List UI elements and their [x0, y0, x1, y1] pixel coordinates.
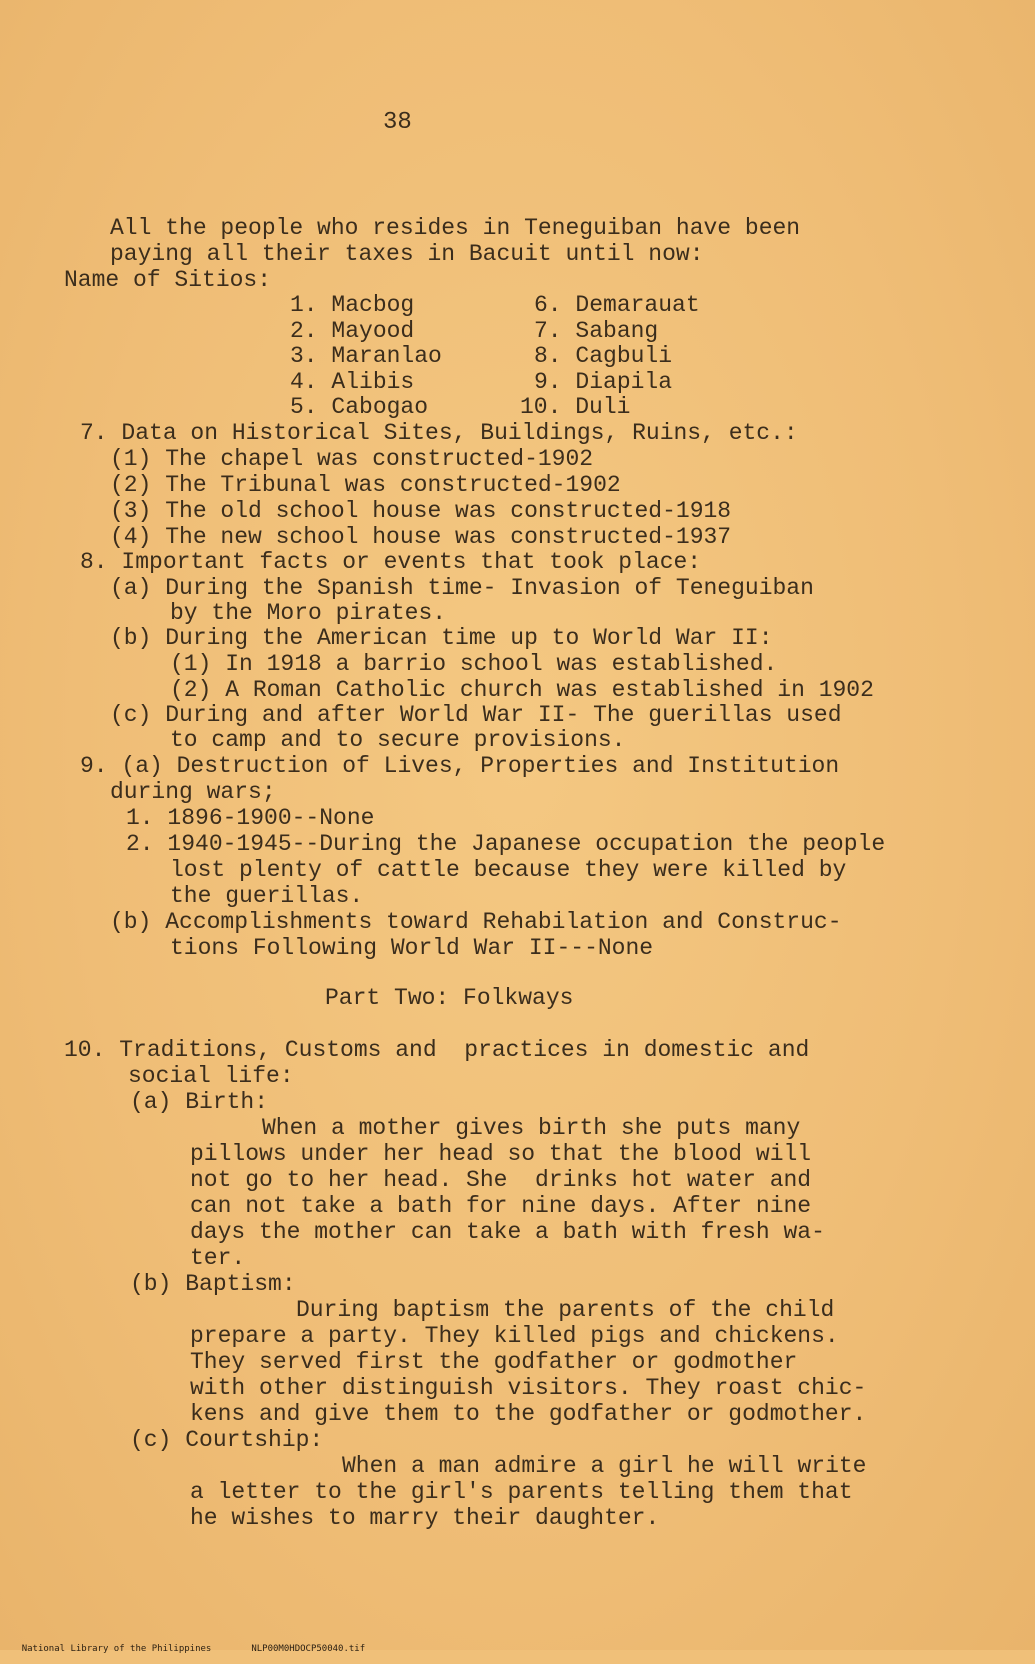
baptism-text: prepare a party. They killed pigs and chickens.	[190, 1323, 839, 1349]
courtship-text: When a man admire a girl he will write	[342, 1453, 867, 1479]
sitio-item: 9. Diapila	[534, 369, 673, 395]
historical-item: (3) The old school house was constructed-1918	[110, 498, 732, 524]
baptism-text: They served first the godfather or godmother	[190, 1349, 798, 1375]
accomplishments-item: (b) Accomplishments toward Rehabilation and Construc-	[110, 909, 842, 935]
sitio-item: 7. Sabang	[534, 318, 659, 344]
birth-text: can not take a bath for nine days. After nine	[190, 1193, 812, 1219]
section-9-heading: 9. (a) Destruction of Lives, Properties and Institution	[80, 753, 840, 779]
sitios-heading: Name of Sitios:	[64, 267, 272, 293]
section-10-heading: social life:	[128, 1063, 294, 1089]
sitio-item: 5. Cabogao	[290, 394, 429, 420]
birth-text: not go to her head. She drinks hot water and	[190, 1167, 812, 1193]
historical-item: (1) The chapel was constructed-1902	[110, 446, 594, 472]
event-item: to camp and to secure provisions.	[170, 727, 626, 753]
section-7-heading: 7. Data on Historical Sites, Buildings, Ruins, etc.:	[80, 420, 798, 446]
footer-library: National Library of the Philippines	[21, 1644, 212, 1654]
baptism-text: with other distinguish visitors. They roast chic-	[190, 1375, 867, 1401]
section-10-heading: 10. Traditions, Customs and practices in domestic and	[64, 1037, 810, 1063]
accomplishments-item: tions Following World War II---None	[170, 935, 654, 961]
scan-footer	[0, 1634, 405, 1664]
section-9-heading: during wars;	[110, 779, 276, 805]
intro-line: paying all their taxes in Bacuit until now:	[110, 241, 704, 267]
baptism-text: kens and give them to the godfather or godmother.	[190, 1401, 867, 1427]
page-number: 38	[383, 109, 412, 136]
birth-text: pillows under her head so that the blood will	[190, 1141, 812, 1167]
sitio-item: 4. Alibis	[290, 369, 415, 395]
sitio-item: 8. Cagbuli	[534, 343, 673, 369]
birth-text: When a mother gives birth she puts many	[262, 1115, 801, 1141]
courtship-text: he wishes to marry their daughter.	[190, 1505, 660, 1531]
part-two-heading: Part Two: Folkways	[325, 985, 574, 1011]
event-item: (a) During the Spanish time- Invasion of Teneguiban	[110, 575, 814, 601]
birth-label: (a) Birth:	[130, 1089, 269, 1115]
section-8-heading: 8. Important facts or events that took place:	[80, 549, 702, 575]
historical-item: (2) The Tribunal was constructed-1902	[110, 472, 621, 498]
historical-item: (4) The new school house was constructed-1937	[110, 524, 732, 550]
event-item: (b) During the American time up to World War II:	[110, 625, 773, 651]
courtship-text: a letter to the girl's parents telling them that	[190, 1479, 853, 1505]
baptism-text: During baptism the parents of the child	[296, 1297, 835, 1323]
destruction-item: 1. 1896-1900--None	[126, 805, 375, 831]
intro-line: All the people who resides in Teneguiban have been	[110, 215, 801, 241]
footer-file: NLP00M0HDOCP50040.tif	[251, 1644, 366, 1654]
destruction-item: lost plenty of cattle because they were killed by	[170, 857, 847, 883]
event-subitem: (2) A Roman Catholic church was established in 1902	[170, 677, 874, 703]
sitio-item: 2. Mayood	[290, 318, 415, 344]
birth-text: days the mother can take a bath with fresh wa-	[190, 1219, 825, 1245]
event-item: (c) During and after World War II- The guerillas used	[110, 702, 842, 728]
baptism-label: (b) Baptism:	[130, 1271, 296, 1297]
sitio-item: 3. Maranlao	[290, 343, 442, 369]
event-subitem: (1) In 1918 a barrio school was established.	[170, 651, 778, 677]
sitio-item: 1. Macbog	[290, 292, 415, 318]
destruction-item: the guerillas.	[170, 883, 364, 909]
sitio-item: 6. Demarauat	[534, 292, 700, 318]
destruction-item: 2. 1940-1945--During the Japanese occupation the people	[126, 831, 886, 857]
birth-text: ter.	[190, 1245, 246, 1271]
event-item: by the Moro pirates.	[170, 600, 447, 626]
sitio-item: 10. Duli	[520, 394, 631, 420]
courtship-label: (c) Courtship:	[130, 1427, 324, 1453]
